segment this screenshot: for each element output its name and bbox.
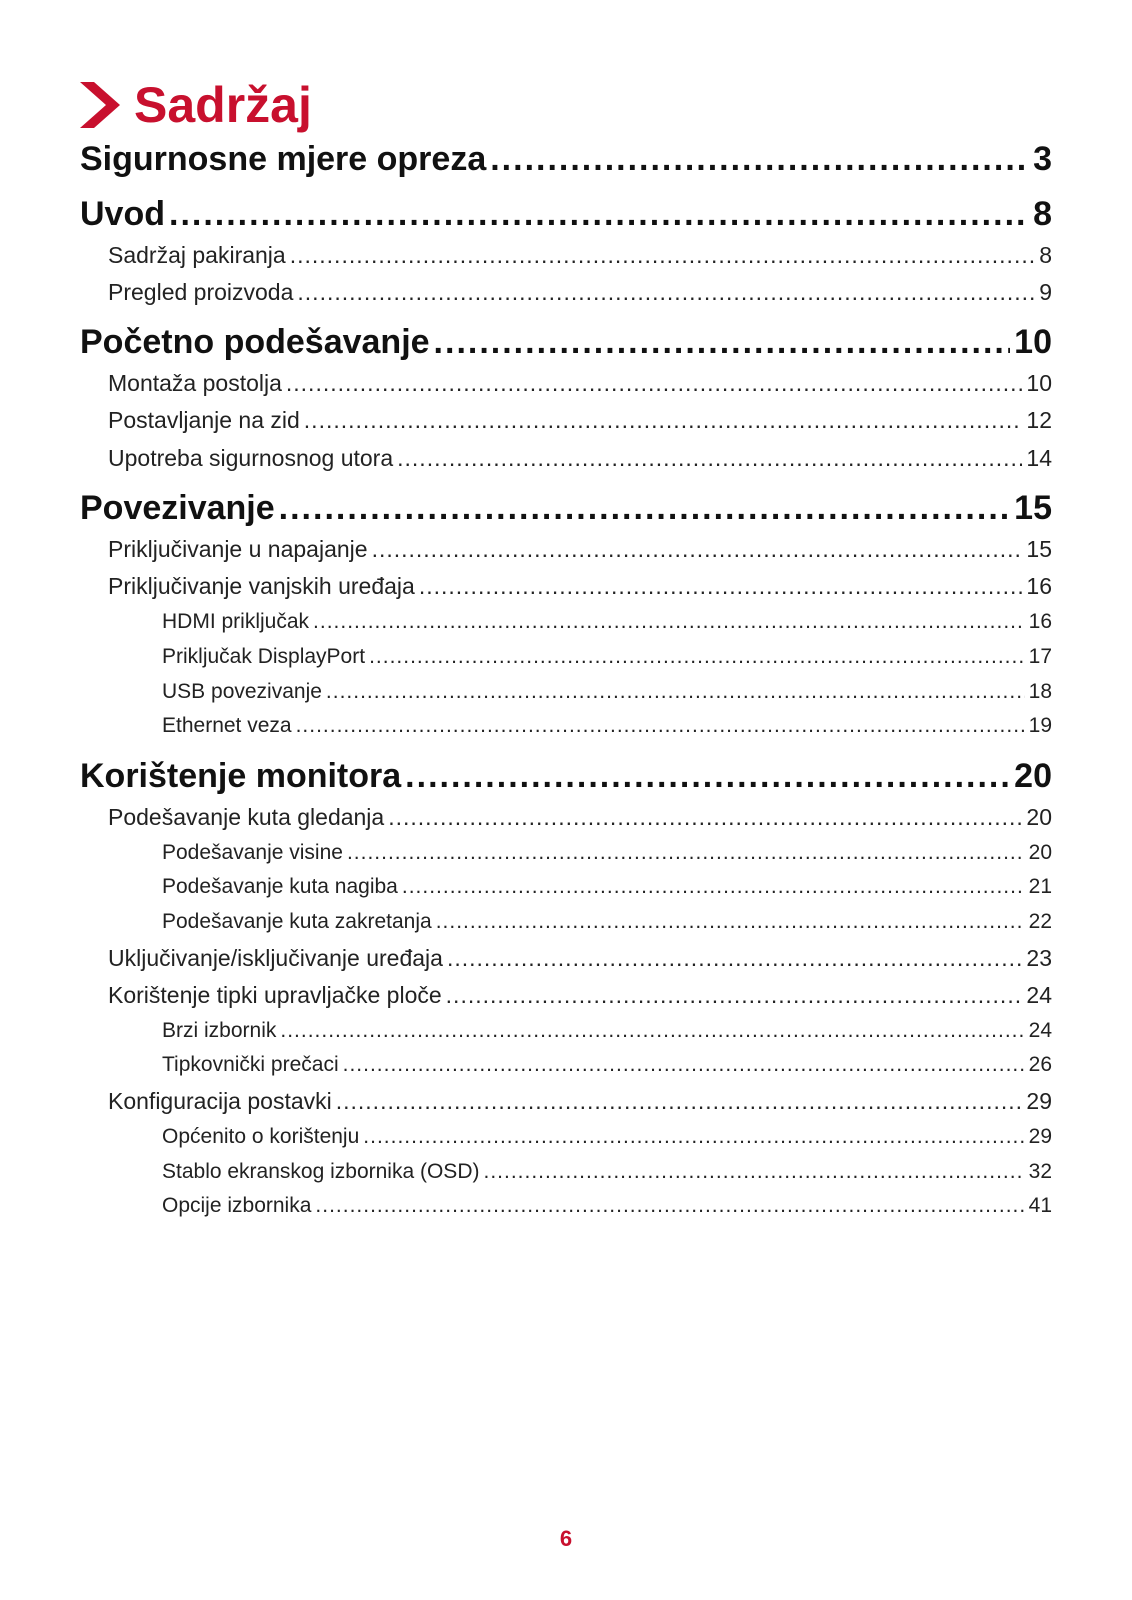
toc-entry-sigurnosni-utor[interactable] — [108, 445, 1052, 475]
toc-entry-displayport[interactable] — [162, 645, 1052, 673]
toc-entry-label: USB povezivanje — [162, 680, 322, 703]
toc-entry-opcenito[interactable] — [162, 1125, 1052, 1153]
dot-leader — [169, 195, 1029, 234]
dot-leader — [372, 536, 1023, 563]
toc-entry-label: Početno podešavanje — [80, 323, 430, 361]
toc-entry-vanjski-uredaji[interactable] — [108, 573, 1052, 603]
toc-entry-label: Sadržaj pakiranja — [108, 242, 286, 268]
toc-entry-page: 16 — [1028, 610, 1052, 633]
toc-entry-page: 29 — [1026, 1088, 1052, 1114]
toc-entry-napajanje[interactable] — [108, 536, 1052, 566]
toc-entry-tipke-upravljacke-ploce[interactable] — [108, 982, 1052, 1012]
toc-entry-povezivanje[interactable] — [80, 489, 1052, 533]
toc-entry-label: Ethernet veza — [162, 714, 292, 737]
toc-entry-tipkovnicki-precaci[interactable] — [162, 1053, 1052, 1081]
toc-entry-label: Upotreba sigurnosnog utora — [108, 445, 394, 471]
toc-entry-label: Priključivanje vanjskih uređaja — [108, 573, 415, 599]
dot-leader — [402, 875, 1025, 899]
page-title-row — [80, 74, 312, 136]
toc-entry-page: 20 — [1028, 841, 1052, 864]
toc-entry-pocetno-podesavanje[interactable] — [80, 323, 1052, 367]
toc-entry-page: 29 — [1028, 1125, 1052, 1148]
toc-entry-page: 22 — [1028, 910, 1052, 933]
toc-entry-hdmi[interactable] — [162, 610, 1052, 638]
dot-leader — [290, 242, 1035, 269]
toc-entry-label: Podešavanje kuta zakretanja — [162, 910, 432, 933]
toc-entry-page: 16 — [1026, 573, 1052, 599]
toc-entry-label: HDMI priključak — [162, 610, 310, 633]
toc-entry-label: Uvod — [80, 195, 165, 233]
dot-leader — [363, 1125, 1024, 1149]
toc-entry-label: Brzi izbornik — [162, 1019, 277, 1042]
toc-entry-page: 20 — [1014, 757, 1052, 795]
dot-leader — [434, 323, 1011, 362]
dot-leader — [436, 910, 1025, 934]
toc-entry-page: 10 — [1014, 323, 1052, 361]
toc-entry-label: Uključivanje/isključivanje uređaja — [108, 945, 443, 971]
toc-entry-label: Općenito o korištenju — [162, 1125, 360, 1148]
dot-leader — [286, 370, 1023, 397]
dot-leader — [369, 645, 1025, 669]
toc-entry-ethernet[interactable] — [162, 714, 1052, 742]
toc-entry-label: Podešavanje visine — [162, 841, 343, 864]
toc-entry-usb[interactable] — [162, 680, 1052, 708]
toc-entry-page: 23 — [1026, 945, 1052, 971]
dot-leader — [447, 945, 1022, 972]
toc-entry-page: 20 — [1026, 804, 1052, 830]
chevron-right-icon — [80, 82, 120, 128]
dot-leader — [313, 610, 1025, 634]
dot-leader — [297, 279, 1035, 306]
toc-entry-page: 18 — [1028, 680, 1052, 703]
toc-entry-pregled-proizvoda[interactable] — [108, 279, 1052, 309]
toc-entry-page: 9 — [1039, 279, 1052, 305]
toc-entry-label: Korištenje tipki upravljačke ploče — [108, 982, 442, 1008]
toc-entry-page: 10 — [1026, 370, 1052, 396]
dot-leader — [483, 1160, 1024, 1184]
dot-leader — [446, 982, 1023, 1009]
toc-entry-page: 32 — [1028, 1160, 1052, 1183]
toc-entry-label: Sigurnosne mjere opreza — [80, 140, 487, 178]
dot-leader — [419, 573, 1023, 600]
page-title: Sadržaj — [134, 77, 312, 133]
dot-leader — [304, 407, 1023, 434]
toc-entry-postavljanje-na-zid[interactable] — [108, 407, 1052, 437]
page-number: 6 — [559, 1526, 573, 1551]
toc-entry-label: Korištenje monitora — [80, 757, 402, 795]
toc-entry-koristenje-monitora[interactable] — [80, 757, 1052, 801]
toc-entry-label: Tipkovnički prečaci — [162, 1053, 339, 1076]
toc-entry-label: Opcije izbornika — [162, 1194, 312, 1217]
toc-entry-page: 12 — [1026, 407, 1052, 433]
toc-entry-page: 17 — [1028, 645, 1052, 668]
toc-entry-page: 8 — [1033, 195, 1052, 233]
toc-entry-sadrzaj-pakiranja[interactable] — [108, 242, 1052, 272]
toc-entry-kut-zakretanja[interactable] — [162, 910, 1052, 938]
toc-entry-page: 14 — [1026, 445, 1052, 471]
dot-leader — [280, 1019, 1024, 1043]
toc-entry-kut-nagiba[interactable] — [162, 875, 1052, 903]
toc-entry-label: Podešavanje kuta nagiba — [162, 875, 398, 898]
toc-entry-label: Montaža postolja — [108, 370, 282, 396]
toc-entry-page: 24 — [1026, 982, 1052, 1008]
toc-entry-sigurnosne-mjere[interactable] — [80, 140, 1052, 184]
toc-entry-page: 19 — [1028, 714, 1052, 737]
toc-entry-page: 26 — [1028, 1053, 1052, 1076]
toc-entry-label: Priključivanje u napajanje — [108, 536, 368, 562]
dot-leader — [279, 489, 1011, 528]
toc-entry-label: Pregled proizvoda — [108, 279, 294, 305]
dot-leader — [397, 445, 1022, 472]
toc-entry-label: Konfiguracija postavki — [108, 1088, 332, 1114]
toc-entry-page: 21 — [1028, 875, 1052, 898]
toc-entry-label: Povezivanje — [80, 489, 275, 527]
toc-entry-label: Stablo ekranskog izbornika (OSD) — [162, 1160, 480, 1183]
toc-entry-page: 24 — [1028, 1019, 1052, 1042]
dot-leader — [315, 1194, 1024, 1218]
dot-leader — [326, 680, 1025, 704]
dot-leader — [405, 757, 1010, 796]
toc-entry-kut-gledanja[interactable] — [108, 804, 1052, 834]
dot-leader — [343, 1053, 1025, 1077]
dot-leader — [336, 1088, 1023, 1115]
toc-entry-page: 8 — [1039, 242, 1052, 268]
toc-entry-brzi-izbornik[interactable] — [162, 1019, 1052, 1047]
toc-entry-uvod[interactable] — [80, 195, 1052, 239]
toc-entry-montaza-postolja[interactable] — [108, 370, 1052, 400]
toc-entry-label: Postavljanje na zid — [108, 407, 300, 433]
toc-entry-page: 3 — [1033, 140, 1052, 178]
toc-entry-ukljucivanje[interactable] — [108, 945, 1052, 975]
dot-leader — [490, 140, 1029, 179]
dot-leader — [347, 841, 1025, 865]
toc-entry-konfiguracija-postavki[interactable] — [108, 1088, 1052, 1118]
toc-entry-label: Podešavanje kuta gledanja — [108, 804, 385, 830]
dot-leader — [296, 714, 1025, 738]
toc-entry-label: Priključak DisplayPort — [162, 645, 366, 668]
toc-entry-page: 41 — [1028, 1194, 1052, 1217]
toc-entry-visina[interactable] — [162, 841, 1052, 869]
toc-entry-stablo-osd[interactable] — [162, 1160, 1052, 1188]
toc-entry-page: 15 — [1026, 536, 1052, 562]
toc-entry-page: 15 — [1014, 489, 1052, 527]
dot-leader — [388, 804, 1022, 831]
toc-entry-opcije-izbornika[interactable] — [162, 1194, 1052, 1222]
